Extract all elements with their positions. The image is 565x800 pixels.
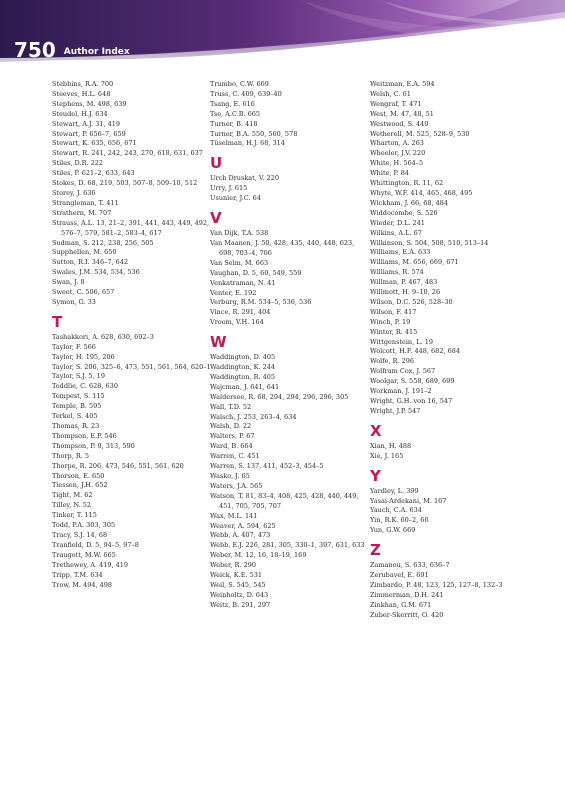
index-entry: Stewart, P. 656–7, 659	[52, 129, 126, 138]
index-entry: Yardley, L. 399	[370, 486, 419, 495]
index-entry: Wolcott, H.F. 448, 682, 684	[370, 347, 460, 356]
index-entry: Wengraf, T. 471	[370, 99, 422, 108]
page-number: 750	[14, 38, 56, 62]
index-entry: Verburg, R.M. 534–5, 536, 536	[210, 298, 312, 307]
index-entry: Sudman, S. 212, 238, 256, 505	[52, 238, 154, 247]
index-entry: Taylor, S.J. 5, 19	[52, 372, 105, 381]
index-entry: Tight, M. 62	[52, 491, 93, 500]
index-entry: Thorp, R. 5	[52, 451, 89, 460]
index-entry: Turner, B. 418	[210, 119, 258, 128]
index-entry: Walsh, D. 22	[210, 422, 252, 431]
index-entry: Woolgar, S. 558, 689, 699	[370, 377, 455, 386]
index-entry: Trumbo, C.W. 669	[210, 80, 269, 88]
index-entry: Steudel, H.J. 634	[52, 109, 108, 118]
index-entry: Xian, H. 488	[370, 441, 412, 450]
index-entry: Yun, G.W. 669	[370, 526, 416, 535]
index-entry: Wieder, D.L. 241	[370, 218, 425, 227]
index-entry: Wasko, J. 65	[210, 472, 250, 480]
index-entry: Taylor, S. 206, 325–6, 473, 551, 561, 564, 620–1	[52, 362, 211, 371]
index-entry: Todd, P.A. 303, 305	[52, 521, 116, 530]
index-entry: Walters, P. 67	[210, 432, 255, 441]
index-entry: Traugott, M.W. 665	[52, 550, 116, 559]
index-entry: Stewart, A.J. 31, 419	[52, 119, 121, 128]
index-entry: Strathern, M. 707	[52, 208, 112, 217]
index-entry: Wetherell, M. 525, 528–9, 530	[370, 129, 470, 138]
index-entry: Weitz, B. 291, 297	[210, 600, 271, 609]
index-entry: Truss, C. 409, 639–40	[210, 89, 282, 98]
index-column-3	[370, 80, 530, 621]
index-entry: Zamanou, S. 633, 636–7	[370, 561, 450, 570]
index-entry: Terkel, S. 405	[52, 412, 98, 421]
index-entry: Turner, B.A. 550, 560, 578	[210, 129, 298, 138]
section-letter-heading: Z	[370, 541, 381, 560]
index-entry: West, M. 47, 48, 51	[370, 109, 434, 118]
index-entry: Waddington, D. 405	[210, 353, 276, 362]
index-entry: Waldersee, R. 68, 294, 294, 296, 296, 305	[210, 392, 349, 401]
index-entry: Stokes, D. 68, 219, 503, 507–8, 509–10, 512	[52, 179, 198, 188]
section-letter-heading: U	[210, 154, 223, 173]
index-entry: Williams, E.A. 633	[370, 248, 431, 257]
index-entry: White, P. 84	[370, 169, 409, 178]
index-entry: Weaver, A. 594, 625	[210, 521, 276, 530]
index-entry: Weil, S. 545, 545	[210, 580, 266, 589]
index-column-1	[52, 80, 212, 590]
index-entry: Wright, J.P. 547	[370, 406, 421, 415]
index-entry: Storey, J. 636	[52, 188, 96, 197]
index-entry: Thompson, E.P. 546	[52, 431, 117, 440]
index-entry: Wolfram Cox, J. 567	[370, 367, 436, 376]
index-entry: Tashakkori, A. 628, 630, 692–3	[52, 332, 154, 341]
index-entry: Webb, E.J. 226, 281, 305, 330–1, 397, 631, 633	[210, 541, 365, 550]
index-entry: Venkatraman, N. 41	[210, 278, 276, 287]
index-entry: White, H. 564–5	[370, 159, 424, 168]
index-entry: Thompson, P. 9, 313, 590	[52, 441, 135, 450]
index-entry: Wright, G.H. von 16, 547	[370, 397, 453, 405]
index-entry: Yasai-Ardekani, M. 167	[370, 496, 447, 505]
index-column-2	[210, 80, 370, 611]
index-entry: Symon, G. 33	[52, 297, 96, 306]
index-entry: Temple, B. 595	[52, 402, 102, 411]
index-entry: Van Selm, M. 663	[210, 258, 269, 267]
index-entry: Warren, C. 451	[210, 452, 260, 461]
index-entry: Wilkins, A.L. 67	[370, 228, 422, 237]
index-entry: Weitzman, E.A. 594	[370, 80, 435, 88]
index-entry: Wickham, J. 66, 68, 484	[370, 198, 449, 207]
index-entry: Winter, R. 415	[370, 327, 418, 336]
index-entry: Willman, P. 467, 483	[370, 278, 438, 287]
index-entry: Weber, M. 12, 16, 18–19, 169	[210, 551, 307, 560]
index-entry: Tinker, T. 115	[52, 511, 97, 520]
index-entry: Workman, J. 191–2	[370, 387, 432, 396]
index-entry: Waters, J.A. 565	[210, 481, 263, 490]
index-entry: Webb, A. 407, 473	[210, 531, 271, 540]
index-entry: Taylor, H. 195, 206	[52, 352, 115, 361]
index-entry: Teddlie, C. 628, 630	[52, 382, 118, 391]
index-entry: Williams, R. 574	[370, 268, 424, 277]
index-entry: Swales, J.M. 534, 534, 536	[52, 268, 140, 277]
index-entry: Stiles, D.R. 222	[52, 159, 104, 168]
section-letter-heading: V	[210, 209, 222, 228]
index-entry: Trethewey, A. 419, 419	[52, 560, 129, 569]
index-entry: Tilley, N. 52	[52, 501, 92, 510]
index-entry: Vroom, V.H. 164	[210, 318, 264, 327]
index-entry: Stewart, K. 635, 656, 671	[52, 139, 137, 148]
index-entry: Walsch, J. 253, 263–4, 634	[210, 412, 297, 421]
index-entry: Weinholtz, D. 643	[210, 590, 269, 599]
index-entry: Venter, E. 192	[210, 288, 257, 297]
index-entry: Tüselman, H.J. 68, 314	[210, 139, 285, 148]
index-entry: Tiessen, J.H. 652	[52, 481, 108, 490]
section-letter-heading: T	[52, 312, 63, 331]
index-entry: Taylor, F. 566	[52, 342, 96, 351]
index-entry: Westwood, S. 449	[370, 119, 429, 128]
index-entry: Weick, K.E. 531	[210, 571, 262, 580]
section-letter-heading: Y	[370, 466, 381, 485]
header-band	[0, 0, 565, 70]
index-entry: Whyte, W.F. 414, 465, 468, 495	[370, 188, 473, 197]
page-heading	[14, 30, 130, 60]
index-entry: Supphellen, M. 650	[52, 248, 117, 257]
index-entry: Winch, P. 19	[370, 317, 411, 326]
index-entry: Wilson, D.C. 526, 528–30	[370, 297, 453, 306]
index-entry: Whittington, R. 11, 62	[370, 179, 444, 188]
index-entry: Wittgenstein, L. 19	[370, 337, 433, 346]
index-entry: Zuber-Skerritt, O. 420	[370, 610, 444, 619]
index-entry: Stiles, P. 621–2, 633, 643	[52, 169, 135, 178]
index-entry: Sutton, R.I. 346–7, 642	[52, 258, 129, 267]
index-entry: Yin, R.K. 60–2, 66	[370, 516, 429, 525]
index-entry: Strauss, A.L. 13, 21–2, 391, 441, 443, 449, 492, 576–7, 579, 581–2, 583–4, 617	[52, 218, 210, 237]
index-entry: Thorpe, R. 206, 473, 546, 551, 561, 620	[52, 461, 184, 470]
index-entry: Watson, T. 81, 83–4, 408, 425, 428, 440, 449, 451, 705, 705, 707	[210, 491, 359, 510]
index-entry: Welsh, C. 61	[370, 89, 411, 98]
index-entry: Waddington, R. 405	[210, 372, 276, 381]
index-entry: Wolfe, R. 296	[370, 357, 415, 366]
index-entry: Wajcman, J. 641, 641	[210, 382, 280, 391]
index-entry: Urry, J. 615	[210, 184, 248, 193]
index-entry: Wheeler, J.V. 220	[370, 149, 426, 158]
index-entry: Steeves, H.L. 648	[52, 89, 111, 98]
index-entry: Wilkinson, S. 504, 508, 510, 513–14	[370, 238, 489, 247]
index-entry: Usunier, J.C. 64	[210, 194, 261, 203]
index-entry: Yauch, C.A. 634	[370, 506, 422, 515]
index-entry: Widdocombe, S. 526	[370, 208, 438, 217]
index-entry: Vince, R. 291, 404	[210, 308, 271, 317]
index-entry: Thorson, E. 650	[52, 471, 105, 480]
index-entry: Van Maanen, J. 50, 428, 435, 440, 448, 623, 698, 703–4, 706	[210, 238, 355, 257]
index-entry: Tsang, E. 616	[210, 99, 255, 108]
index-entry: Willmott, H. 9–10, 26	[370, 288, 441, 297]
index-entry: Zinkhan, G.M. 671	[370, 600, 432, 609]
index-entry: Tranfield, D. 5, 94–5, 97–8	[52, 540, 139, 549]
index-entry: Sweet, C. 506, 657	[52, 288, 115, 297]
index-entry: Stebbins, R.A. 700	[52, 80, 114, 88]
index-entry: Tripp, T.M. 634	[52, 570, 103, 579]
index-entry: Stephens, M. 498, 639	[52, 99, 127, 108]
index-entry: Williams, M. 656, 669, 671	[370, 258, 459, 267]
index-entry: Waddington, K. 244	[210, 363, 275, 372]
section-letter-heading: X	[370, 421, 382, 440]
index-entry: Van Dijk, T.A. 538	[210, 229, 269, 238]
index-entry: Wall, T.D. 52	[210, 402, 252, 411]
index-entry: Xie, J. 165	[370, 451, 404, 460]
index-entry: Zerubavel, E. 691	[370, 571, 429, 580]
index-entry: Wharton, A. 263	[370, 139, 424, 148]
index-entry: Warren, S. 137, 411, 452–3, 454–5	[210, 462, 324, 471]
index-entry: Zimbardo, P. 48, 123, 125, 127–8, 132–3	[370, 580, 503, 589]
index-entry: Thomas, R. 23	[52, 422, 100, 430]
index-entry: Wilson, F. 417	[370, 307, 417, 316]
index-entry: Strangleman, T. 411	[52, 198, 119, 207]
running-title: Author Index	[63, 47, 130, 57]
index-entry: Trow, M. 494, 498	[52, 580, 113, 589]
section-letter-heading: W	[210, 333, 227, 352]
index-entry: Urch Druskat, V. 220	[210, 174, 279, 183]
index-entry: Weber, R. 290	[210, 561, 256, 570]
index-entry: Tracy, S.J. 14, 68	[52, 530, 108, 539]
index-entry: Zimmerman, D.H. 241	[370, 590, 444, 599]
index-entry: Stewart, R. 241, 242, 243, 270, 618, 631, 637	[52, 149, 203, 158]
index-entry: Vaughan, D. 5, 60, 549, 559	[210, 268, 302, 277]
index-entry: Wax, M.L. 141	[210, 511, 258, 520]
index-entry: Tempest, S. 115	[52, 392, 105, 401]
index-entry: Tse, A.C.B. 665	[210, 109, 261, 118]
index-entry: Swan, J. 8	[52, 278, 85, 287]
index-entry: Ward, B. 664	[210, 442, 253, 451]
